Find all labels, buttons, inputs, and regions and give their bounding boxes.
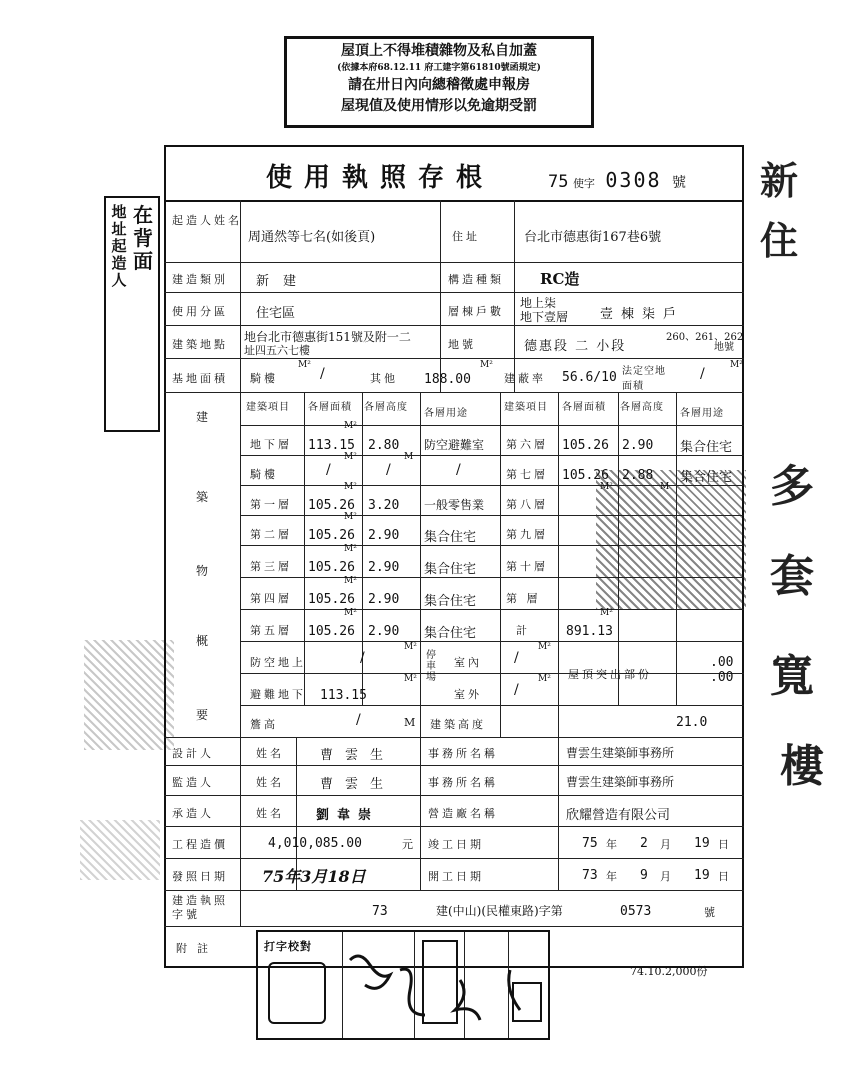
- eave-label: 簷高: [250, 718, 278, 731]
- roof-value2: .00: [710, 670, 734, 685]
- contractor-firm: 欣耀營造有限公司: [566, 808, 671, 823]
- issue-date-value: 75年3月18日: [262, 867, 366, 886]
- margin-fragment: 套: [770, 551, 814, 602]
- supervisor-firm-label: 事務所名稱: [428, 776, 498, 789]
- scan-noise: [84, 640, 174, 750]
- side-label-2: 築: [196, 490, 212, 504]
- floors-above: 地上柒: [520, 296, 557, 310]
- zone-label: 使用分區: [172, 305, 228, 318]
- parking-indoor-label: 室內: [454, 656, 482, 669]
- contractor-name-label: 姓名: [256, 807, 284, 820]
- permit-number: 75 使字 0308 號: [548, 168, 687, 192]
- floor-name: 第八層: [506, 498, 548, 511]
- floor-area: 113.15: [308, 438, 355, 453]
- floor-name: 第十層: [506, 560, 548, 573]
- building-height-label: 建築高度: [430, 718, 486, 731]
- margin-fragment: 樓: [780, 741, 824, 792]
- structure-label: 構造種類: [448, 273, 504, 286]
- hdr-use: 各層用途: [424, 408, 468, 419]
- side-label-5: 要: [196, 708, 212, 722]
- cost-unit: 元: [402, 838, 416, 851]
- coverage-label: 建蔽率: [504, 372, 546, 385]
- floor-use: 一般零售業: [424, 498, 485, 512]
- build-type-label: 建造類別: [172, 273, 228, 286]
- floor-total-label: 計: [516, 624, 530, 637]
- shelter-label: 防空地上: [250, 656, 306, 669]
- side-label-1: 建: [196, 410, 212, 424]
- start-date-label: 開工日期: [428, 870, 484, 883]
- floor-area: 105.26: [562, 438, 609, 453]
- floor-name: 第四層: [250, 592, 292, 605]
- margin-fragment: 多: [770, 461, 814, 512]
- completion-label: 竣工日期: [428, 838, 484, 851]
- refuge-label: 避難地下: [250, 688, 306, 701]
- site-area-label: 基地面積: [172, 372, 228, 385]
- floor-use: 集合住宅: [680, 470, 733, 485]
- arcade-label: 騎樓: [250, 372, 278, 385]
- site-label: 建築地點: [172, 338, 228, 351]
- floor-height: 2.80: [368, 438, 400, 453]
- zone-value: 住宅區: [256, 306, 296, 321]
- scan-noise: [80, 820, 160, 880]
- units-value: 壹棟柒戶: [600, 307, 685, 322]
- side-label-3: 物: [196, 564, 212, 578]
- designer-firm: 曹雲生建築師事務所: [566, 746, 675, 760]
- roof-notice-stamp: [284, 36, 594, 128]
- checker-label: 打字校對: [264, 940, 312, 953]
- cost-label: 工程造價: [172, 838, 228, 851]
- structure-value: RC造: [540, 270, 580, 288]
- permit-ref-suffix: 號: [704, 906, 718, 919]
- floor-total-area: 891.13: [566, 624, 613, 639]
- designer-name: 曹雲生: [320, 748, 396, 763]
- builder-value: 周通然等七名(如後頁): [248, 230, 376, 245]
- floor-height: 2.90: [368, 528, 400, 543]
- hdr-area: 各層面積: [308, 402, 352, 413]
- permit-ref-number: 0573: [620, 904, 652, 919]
- floor-height: 2.90: [622, 438, 654, 453]
- designer-label: 設計人: [172, 747, 214, 760]
- address-value: 台北市德惠街167巷6號: [524, 230, 662, 245]
- floor-use: 集合住宅: [424, 562, 477, 577]
- floor-use: 防空避難室: [424, 438, 485, 452]
- seal-stamp: [268, 962, 326, 1024]
- floor-use: 集合住宅: [680, 440, 733, 455]
- build-type-value: 新建: [256, 274, 311, 289]
- floor-height: 2.90: [368, 560, 400, 575]
- floor-height: 3.20: [368, 498, 400, 513]
- hdr-area-r: 各層面積: [562, 402, 606, 413]
- print-run: 74.10.2,000份: [630, 965, 708, 978]
- lot-label: 地號: [448, 338, 476, 351]
- coverage-value: 56.6/10: [562, 370, 617, 385]
- lot-numbers: 260、261、262: [666, 332, 744, 343]
- side-label-4: 概: [196, 634, 212, 648]
- margin-fragment: 寬: [770, 651, 814, 702]
- floor-height: 2.90: [368, 624, 400, 639]
- floor-name: 第六層: [506, 438, 548, 451]
- floor-name: 第五層: [250, 624, 292, 637]
- floor-name: 第三層: [250, 560, 292, 573]
- hdr-height: 各層高度: [364, 402, 408, 413]
- floor-area: 105.26: [308, 624, 355, 639]
- form-title: 使用執照存根: [266, 163, 495, 193]
- floor-height: 2.88: [622, 468, 654, 483]
- refuge-value: 113.15: [320, 688, 367, 703]
- floor-name: 地下層: [250, 438, 292, 451]
- designer-firm-label: 事務所名稱: [428, 747, 498, 760]
- site-value2: 址四五六七樓: [244, 344, 310, 357]
- legal-open-label: 法定空地面積: [622, 366, 666, 392]
- floor-area: 105.26: [308, 560, 355, 575]
- notice-line3: 請在卅日內向總稽徵處申報房: [348, 77, 530, 93]
- floor-name: 第七層: [506, 468, 548, 481]
- floors-units-label: 層棟戶數: [448, 305, 504, 318]
- notice-line4: 屋現值及使用情形以免逾期受罰: [341, 98, 537, 114]
- hdr-floor-r: 建築項目: [504, 402, 548, 413]
- signature-scribbles: [340, 940, 540, 1040]
- floor-name: 第九層: [506, 528, 548, 541]
- builder-label: 起造人姓名: [172, 214, 242, 227]
- supervisor-firm: 曹雲生建築師事務所: [566, 775, 675, 789]
- floor-area: 105.26: [308, 528, 355, 543]
- floor-use: 集合住宅: [424, 626, 477, 641]
- floor-use: 集合住宅: [424, 530, 477, 545]
- other-label: 其他: [370, 372, 398, 385]
- designer-name-label: 姓名: [256, 747, 284, 760]
- floor-name: 第一層: [250, 498, 292, 511]
- side-note-left: 地址起造人: [111, 203, 127, 289]
- contractor-name: 劉韋崇: [316, 808, 380, 823]
- supervisor-name-label: 姓名: [256, 776, 284, 789]
- side-note-right: 在背面: [133, 203, 153, 273]
- floor-use: 集合住宅: [424, 594, 477, 609]
- floor-name: 騎樓: [250, 468, 278, 481]
- permit-ref-year: 73: [372, 904, 388, 919]
- address-label: 住址: [452, 230, 480, 243]
- roof-label: 屋頂突出部份: [568, 668, 652, 681]
- permit-ref-district: 建(中山)(民權東路)字第: [436, 904, 563, 918]
- permit-ref-label: 建造執照字號: [172, 894, 228, 921]
- hdr-height-r: 各層高度: [620, 402, 664, 413]
- side-note-box: [104, 196, 160, 432]
- floor-area: 105.26: [562, 468, 609, 483]
- floors-below: 地下壹層: [520, 310, 569, 324]
- issue-date-label: 發照日期: [172, 870, 228, 883]
- notice-line2: (依據本府68.12.11 府工建字第61810號函規定): [337, 63, 541, 73]
- floor-area: 105.26: [308, 498, 355, 513]
- lot-value: 德惠段 二 小段: [524, 339, 627, 354]
- hdr-floor: 建築項目: [246, 402, 290, 413]
- parking-outdoor-label: 室外: [454, 688, 482, 701]
- notice-line1: 屋頂上不得堆積雜物及私自加蓋: [341, 43, 537, 59]
- roof-value1: .00: [710, 655, 734, 670]
- remarks-label: 附註: [176, 942, 218, 955]
- floor-area: 105.26: [308, 592, 355, 607]
- floor-height: 2.90: [368, 592, 400, 607]
- parking-label: 停車場: [426, 650, 436, 683]
- supervisor-label: 監造人: [172, 776, 214, 789]
- margin-fragment: 新: [760, 158, 799, 203]
- supervisor-name: 曹雲生: [320, 777, 396, 792]
- other-area-value: 188.00: [424, 372, 471, 387]
- building-height-value: 21.0: [676, 715, 708, 730]
- contractor-label: 承造人: [172, 807, 214, 820]
- margin-fragment: 住: [760, 218, 799, 263]
- hdr-use-r: 各層用途: [680, 408, 724, 419]
- site-value1: 地台北市德惠街151號及附一二: [244, 330, 411, 344]
- lot-suffix: 地號: [714, 342, 734, 353]
- floor-name: 第 層: [506, 592, 541, 605]
- floor-name: 第二層: [250, 528, 292, 541]
- contractor-firm-label: 營造廠名稱: [428, 807, 498, 820]
- cost-value: 4,010,085.00: [268, 836, 362, 851]
